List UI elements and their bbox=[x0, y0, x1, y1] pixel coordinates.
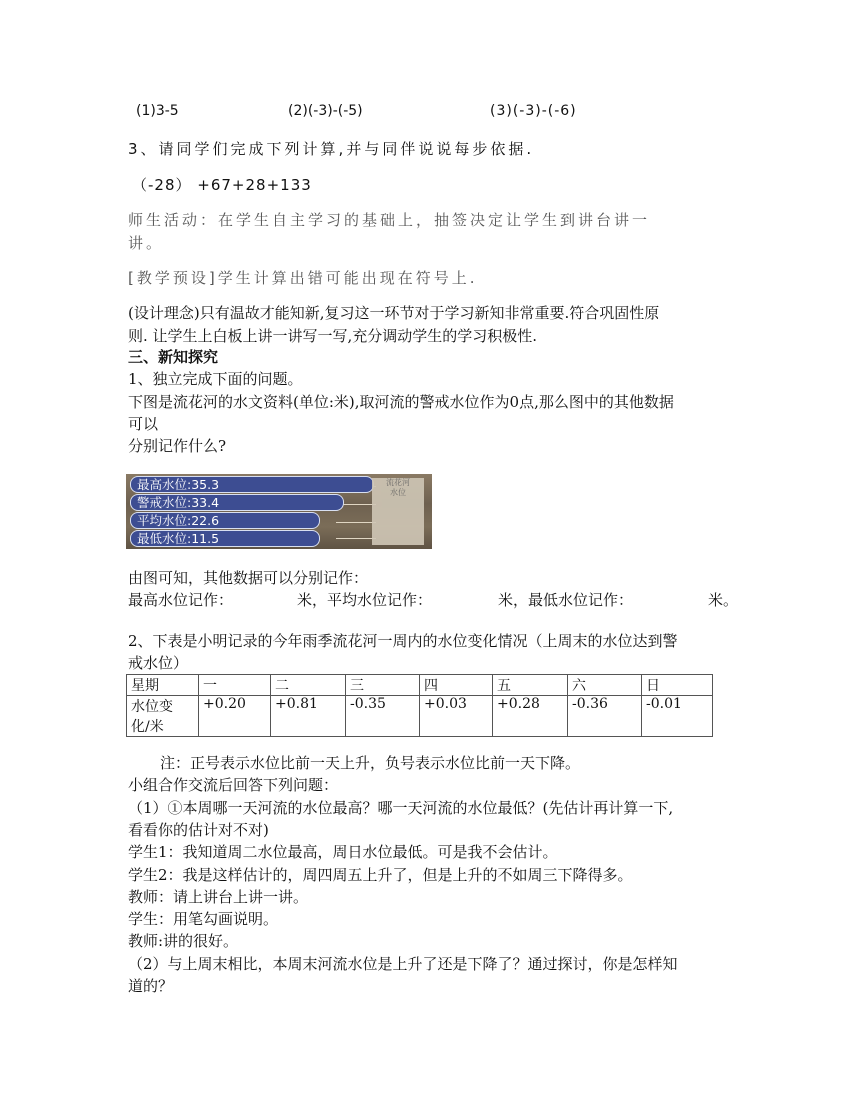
sub-question-2-line-1: （2）与上周末相比，本周末河流水位是上升了还是下降了？通过探讨，你是怎样知 bbox=[128, 955, 678, 973]
sub-question-2-line-2: 道的？ bbox=[128, 977, 174, 995]
table-row bbox=[127, 696, 713, 737]
question-1-desc-1: 下图是流花河的水文资料(单位:米),取河流的警戒水位作为0点,那么图中的其他数据 bbox=[128, 393, 674, 411]
group-instruction: 小组合作交流后回答下列问题： bbox=[128, 776, 339, 794]
exercise-item-2: (2)(-3)-(-5) bbox=[288, 103, 363, 119]
fill-avg-label: 米，平均水位记作： bbox=[297, 591, 433, 609]
from-chart-text: 由图可知，其他数据可以分别记作： bbox=[128, 569, 369, 587]
fill-min-label: 米，最低水位记作： bbox=[498, 591, 634, 609]
sub-question-1-line-1: （1）①本周哪一天河流的水位最高？哪一天河流的水位最低？(先估计再计算一下, bbox=[128, 799, 674, 817]
exercise-item-3: (3)(-3)-(-6) bbox=[490, 103, 577, 119]
table-cell: -0.36 bbox=[568, 696, 642, 737]
concept-line-1: (设计理念)只有温故才能知新,复习这一环节对于学习新知非常重要.符合巩固性原 bbox=[128, 304, 660, 322]
table-row-label: 水位变 化/米 bbox=[127, 696, 199, 737]
table-cell: 四 bbox=[420, 675, 493, 696]
table-header-row bbox=[127, 675, 713, 696]
table-cell: -0.01 bbox=[642, 696, 713, 737]
gauge-label-min: 最低水位:11.5 bbox=[130, 530, 320, 547]
table-cell: 一 bbox=[199, 675, 271, 696]
dialog-line: 教师：请上讲台上讲一讲。 bbox=[128, 888, 309, 906]
sub-question-1-line-2: 看看你的估计对不对) bbox=[128, 821, 269, 839]
question-1-desc-2: 可以 bbox=[128, 415, 159, 433]
gauge-label-average: 平均水位:22.6 bbox=[130, 512, 320, 529]
question-2-line-1: 2、下表是小明记录的今年雨季流花河一周内的水位变化情况（上周末的水位达到警 bbox=[128, 632, 678, 650]
table-cell: 六 bbox=[568, 675, 642, 696]
table-cell: 二 bbox=[271, 675, 346, 696]
table-note: 注：正号表示水位比前一天上升，负号表示水位比前一天下降。 bbox=[160, 754, 581, 772]
concept-line-2: 则. 让学生上白板上讲一讲写一写,充分调动学生的学习积极性. bbox=[128, 327, 538, 345]
table-cell: 五 bbox=[493, 675, 568, 696]
table-cell: +0.20 bbox=[199, 696, 271, 737]
table-cell: +0.81 bbox=[271, 696, 346, 737]
question-2-line-2: 戒水位） bbox=[128, 654, 189, 672]
expression: （-28） +67+28+133 bbox=[132, 176, 312, 194]
gauge-label-max: 最高水位:35.3 bbox=[130, 476, 374, 493]
water-level-table bbox=[126, 674, 713, 737]
dialog-line: 学生2：我是这样估计的，周四周五上升了，但是上升的不如周三下降得多。 bbox=[128, 866, 633, 884]
exercise-item-1: (1)3-5 bbox=[136, 103, 179, 119]
teaching-preset: [教学预设]学生计算出错可能出现在符号上. bbox=[128, 269, 478, 287]
table-cell: -0.35 bbox=[346, 696, 420, 737]
gauge-panel: 流花河 水位 bbox=[372, 478, 424, 545]
fill-end-unit: 米。 bbox=[708, 591, 739, 609]
table-cell: 三 bbox=[346, 675, 420, 696]
activity-line-2: 讲。 bbox=[128, 234, 165, 252]
dialog-line: 学生：用笔勾画说明。 bbox=[128, 910, 279, 928]
table-cell: 日 bbox=[642, 675, 713, 696]
table-cell: +0.28 bbox=[493, 696, 568, 737]
activity-line-1: 师生活动：在学生自主学习的基础上，抽签决定让学生到讲台讲一 bbox=[128, 211, 651, 229]
table-cell: +0.03 bbox=[420, 696, 493, 737]
fill-max-label: 最高水位记作： bbox=[128, 591, 234, 609]
question-1: 1、独立完成下面的问题。 bbox=[128, 370, 303, 388]
dialog-line: 学生1：我知道周二水位最高，周日水位最低。可是我不会估计。 bbox=[128, 843, 558, 861]
dialog-line: 教师:讲的很好。 bbox=[128, 932, 239, 950]
question-1-desc-3: 分别记作什么? bbox=[128, 437, 227, 455]
task-3: 3、请同学们完成下列计算,并与同伴说说每步依据. bbox=[128, 140, 535, 158]
gauge-label-warning: 警戒水位:33.4 bbox=[130, 494, 344, 511]
table-cell: 星期 bbox=[127, 675, 199, 696]
water-level-gauge-image bbox=[126, 474, 432, 549]
section-title: 三、新知探究 bbox=[128, 348, 219, 366]
